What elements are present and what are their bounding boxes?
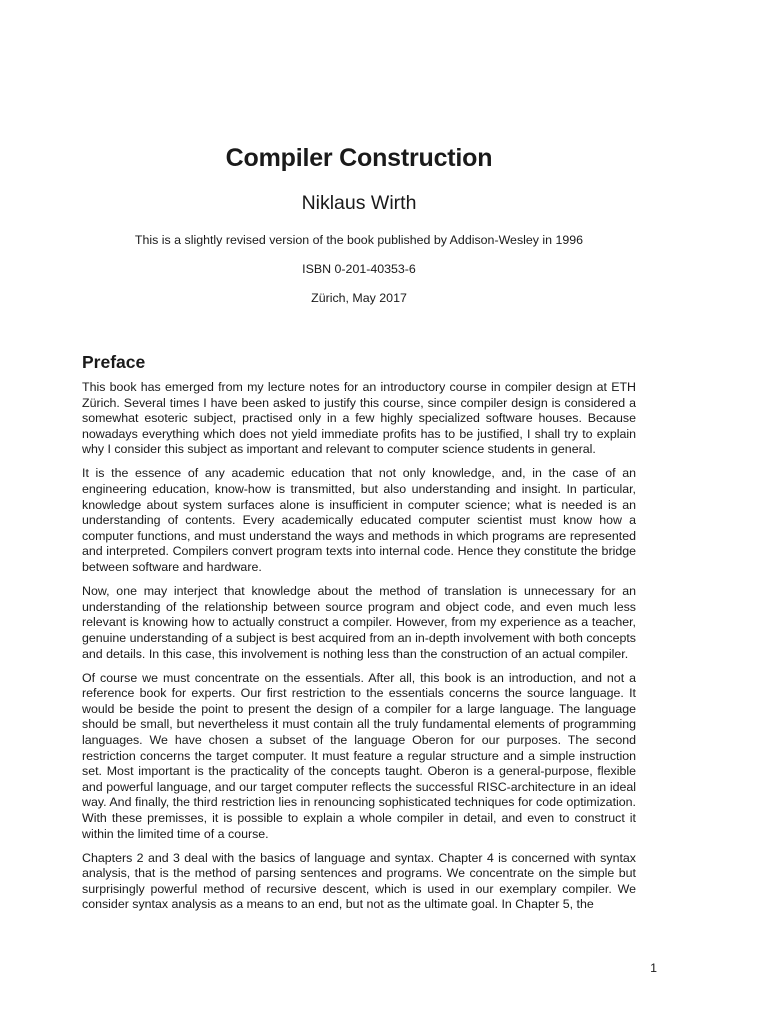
preface-paragraph-1: This book has emerged from my lecture notes for an introductory course in compiler design at ETH Zürich. Several times I have been asked to justify this course, since compiler design is considered a somewhat esoteric subject, practised only in a few highly specialized software houses. Because nowadays everything which does not yield immediate profits has to be justified, I shall try to explain why I consider this subject as important and relevant to computer science students in general. — [82, 380, 636, 457]
preface-paragraph-2: It is the essence of any academic education that not only knowledge, and, in the case of an engineering education, know-how is transmitted, but also understanding and insight. In particular, knowledge about system surfaces alone is insufficient in computer science; what is needed is an understanding of contents. Every academically educated computer scientist must know how a computer functions, and must understand the ways and methods in which programs are represented and interpreted. Compilers convert program texts into internal code. Hence they constitute the bridge between software and hardware. — [82, 466, 636, 575]
page-number: 1 — [650, 961, 657, 975]
preface-paragraph-5: Chapters 2 and 3 deal with the basics of language and syntax. Chapter 4 is concerned with syntax analysis, that is the method of parsing sentences and programs. We concentrate on the simple but surprisingly powerful method of recursive descent, which is used in our exemplary compiler. We consider syntax analysis as a means to an end, but not as the ultimate goal. In Chapter 5, the — [82, 850, 636, 912]
document-author: Niklaus Wirth — [301, 192, 417, 214]
isbn-line: ISBN 0-201-40353-6 — [302, 262, 416, 276]
place-date-line: Zürich, May 2017 — [311, 291, 407, 305]
preface-heading: Preface — [82, 352, 146, 372]
preface-body — [82, 380, 636, 922]
preface-paragraph-3: Now, one may interject that knowledge about the method of translation is unnecessary for an understanding of the relationship between source program and object code, and even much less relevant is knowing how to actually construct a compiler. However, from my experience as a teacher, genuine understanding of a subject is best acquired from an in-depth involvement with both concepts and details. In this case, this involvement is nothing less than the construction of an actual compiler. — [82, 584, 636, 661]
document-title: Compiler Construction — [225, 144, 493, 172]
preface-paragraph-4: Of course we must concentrate on the essentials. After all, this book is an introduction, and not a reference book for experts. Our first restriction to the essentials concerns the source language. It would be beside the point to present the design of a compiler for a large language. The language should be small, but nevertheless it must contain all the truly fundamental elements of programming languages. We have chosen a subset of the language Oberon for our purposes. The second restriction concerns the target computer. It must feature a regular structure and a simple instruction set. Most important is the practicality of the concepts taught. Oberon is a general-purpose, flexible and powerful language, and our target computer reflects the successful RISC-architecture in an ideal way. And finally, the third restriction lies in renouncing sophisticated techniques for code optimization. With these premisses, it is possible to explain a whole compiler in detail, and even to construct it within the limited time of a course. — [82, 670, 636, 841]
edition-note: This is a slightly revised version of the book published by Addison-Wesley in 1996 — [134, 233, 584, 247]
